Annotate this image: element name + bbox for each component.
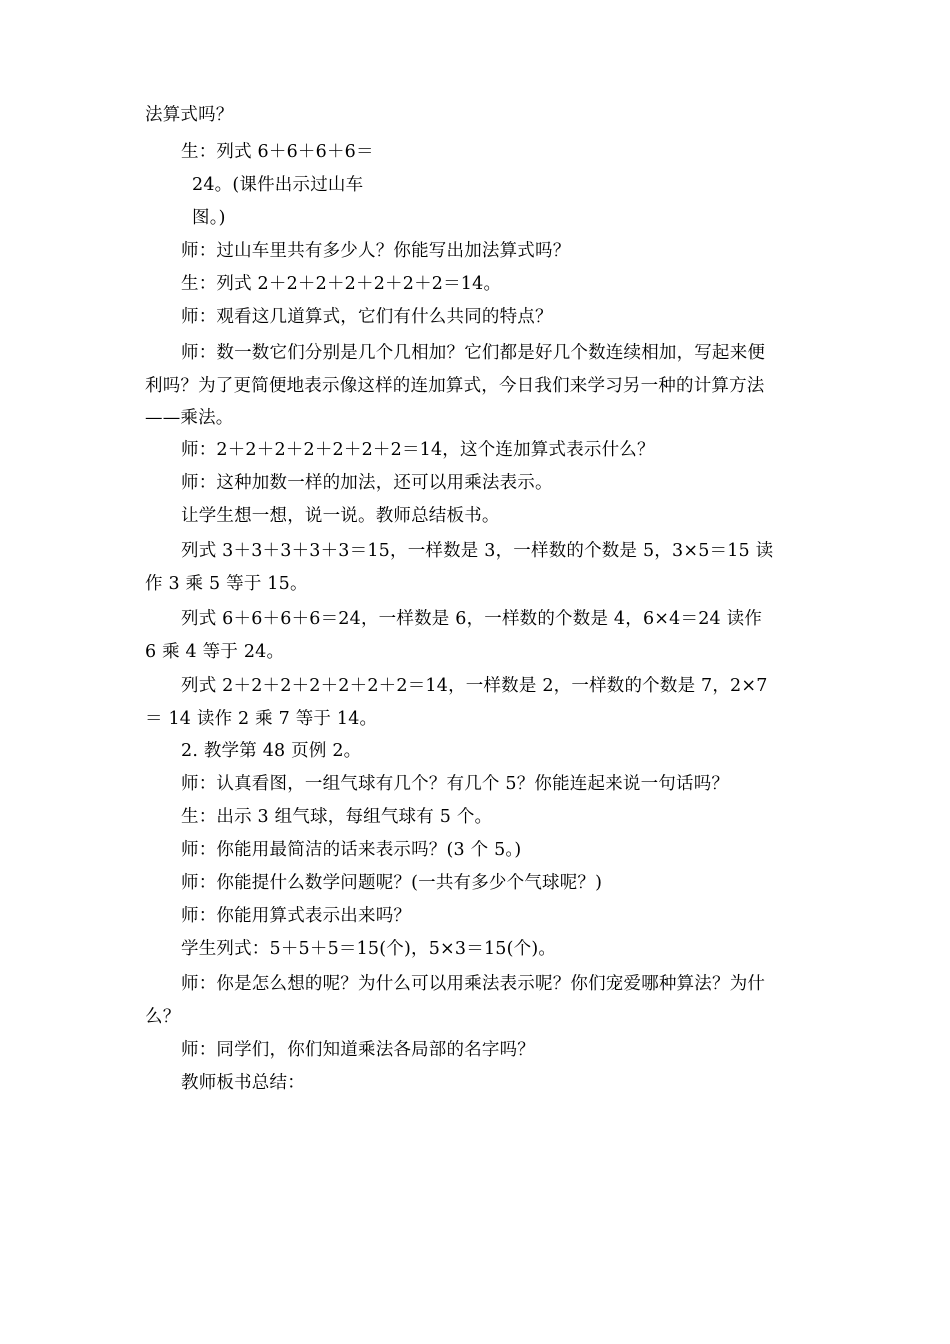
- text-line: 利吗？为了更简便地表示像这样的连加算式，今日我们来学习另一种的计算方法: [145, 376, 765, 396]
- text-line: 列式 2＋2＋2＋2＋2＋2＋2＝14，一样数是 2，一样数的个数是 7，2×7: [181, 676, 768, 696]
- text-line: 师：你是怎么想的呢？为什么可以用乘法表示呢？你们宠爱哪种算法？为什: [181, 974, 766, 994]
- text-line: 生：列式 2＋2＋2＋2＋2＋2＋2＝14。: [181, 274, 502, 294]
- text-line: 法算式吗？: [145, 105, 234, 125]
- text-line: 师：你能提什么数学问题呢？(一共有多少个气球呢？): [181, 873, 603, 893]
- text-line: 2. 教学第 48 页例 2。: [181, 741, 362, 761]
- text-line: 图。): [192, 208, 226, 228]
- text-line: 师：这种加数一样的加法，还可以用乘法表示。: [181, 473, 553, 493]
- text-line: 师：认真看图，一组气球有几个？有几个 5？你能连起来说一句话吗？: [181, 774, 730, 794]
- text-line: 生：出示 3 组气球，每组气球有 5 个。: [181, 807, 493, 827]
- text-line: 师：数一数它们分别是几个几相加？它们都是好几个数连续相加，写起来便: [181, 343, 766, 363]
- text-line: ＝ 14 读作 2 乘 7 等于 14。: [145, 709, 378, 729]
- text-line: 24。(课件出示过山车: [192, 175, 364, 195]
- text-line: 让学生想一想，说一说。教师总结板书。: [181, 506, 500, 526]
- text-line: 师：过山车里共有多少人？你能写出加法算式吗？: [181, 241, 571, 261]
- text-line: 师：观看这几道算式，它们有什么共同的特点？: [181, 307, 553, 327]
- text-line: 师：你能用算式表示出来吗？: [181, 906, 412, 926]
- text-line: 师：2＋2＋2＋2＋2＋2＋2＝14，这个连加算式表示什么？: [181, 440, 655, 460]
- text-line: 列式 3＋3＋3＋3＋3＝15，一样数是 3，一样数的个数是 5，3×5＝15 读: [181, 541, 774, 561]
- text-line: 列式 6＋6＋6＋6＝24，一样数是 6，一样数的个数是 4，6×4＝24 读作: [181, 609, 763, 629]
- text-line: 6 乘 4 等于 24。: [145, 642, 285, 662]
- text-line: 学生列式：5＋5＋5＝15(个)，5×3＝15(个)。: [181, 939, 557, 959]
- text-line: 么？: [145, 1007, 181, 1027]
- text-line: 师：同学们，你们知道乘法各局部的名字吗？: [181, 1040, 535, 1060]
- text-line: 师：你能用最简洁的话来表示吗？(3 个 5。): [181, 840, 522, 860]
- text-line: 生：列式 6＋6＋6＋6＝: [181, 142, 374, 162]
- text-line: ——乘法。: [145, 408, 234, 428]
- text-line: 教师板书总结：: [181, 1073, 305, 1093]
- text-line: 作 3 乘 5 等于 15。: [145, 574, 308, 594]
